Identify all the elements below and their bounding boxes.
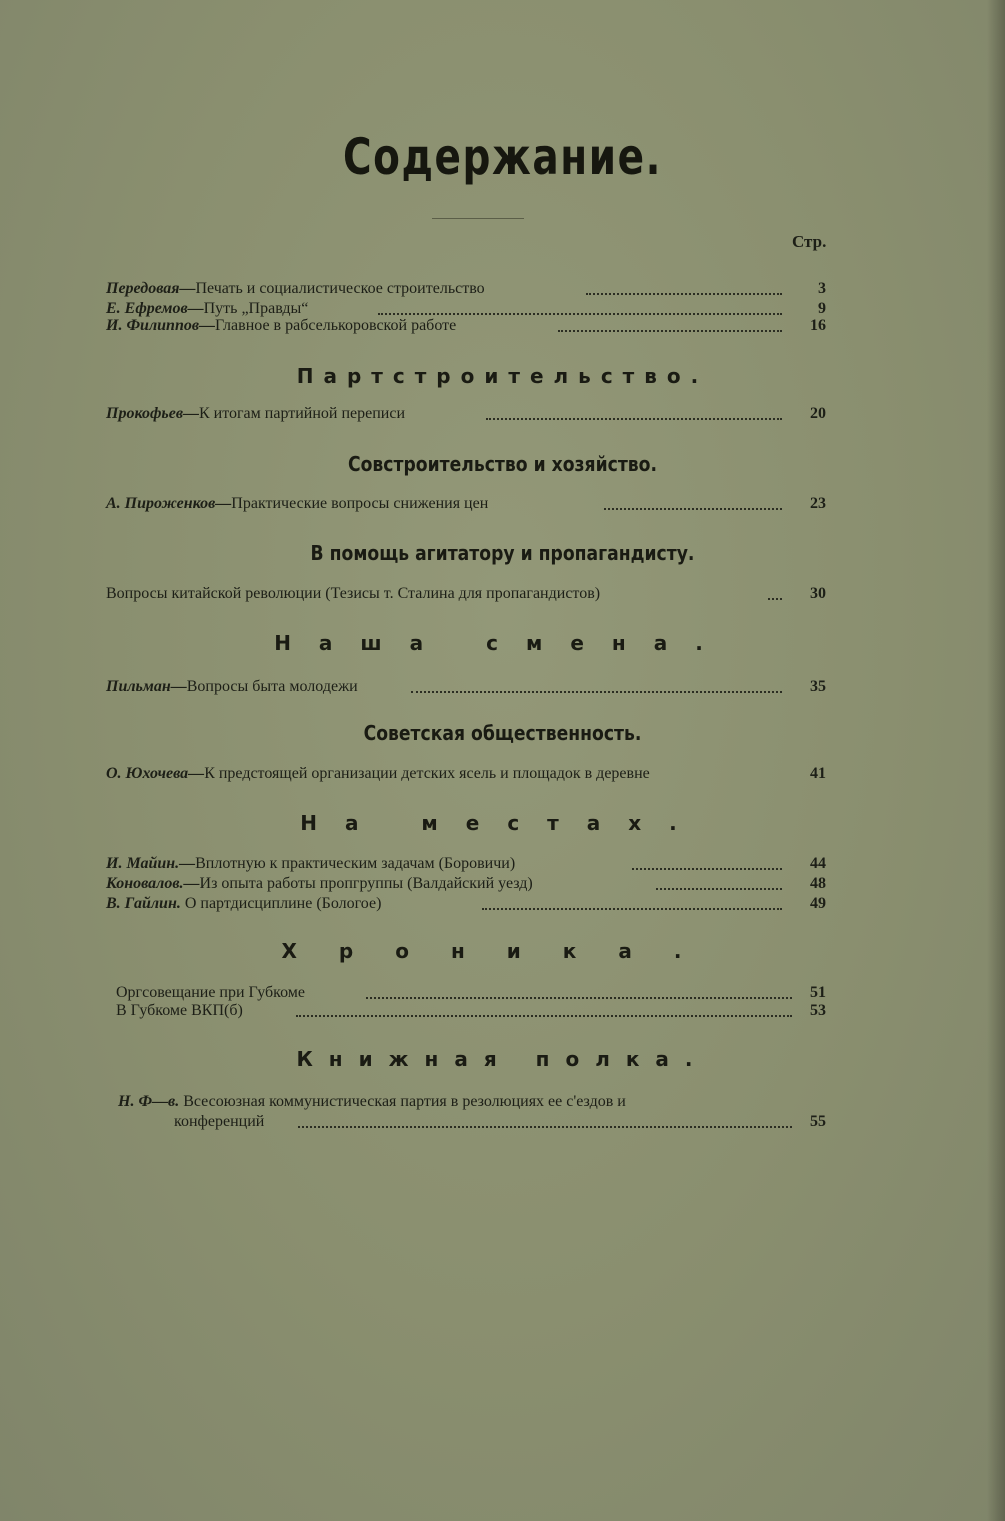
toc-entry[interactable] [106,494,826,514]
entry-page: 51 [810,984,826,1001]
entry-title: О партдисциплине (Бологое) [184,895,382,912]
toc-entry-continuation [118,1112,826,1132]
entry-title: Печать и социалистическое строительство [195,280,485,297]
entry-title: Вопросы быта молодежи [186,678,358,695]
leader-dots [296,995,792,1017]
entry-author: О. Юхочева— [106,765,205,782]
entry-page: 3 [818,280,826,297]
title-rule [432,218,524,219]
entry-page: 49 [810,895,826,912]
page-column-label: Стр. [792,232,827,251]
entry-page: 23 [810,495,826,512]
entry-page: 9 [818,300,826,317]
toc-entry[interactable] [106,894,826,914]
entry-author: Коновалов.— [106,875,200,892]
contents-title: Содержание. [342,128,663,186]
entry-page: 30 [810,585,826,602]
leader-dots [411,671,782,693]
toc-entry[interactable] [106,677,826,697]
entry-title: Практические вопросы снижения цен [231,495,489,512]
section-heading: На местах. [300,811,705,835]
entry-title: Всесоюзная коммунистическая партия в резолюциях ее с'ездов и [179,1093,626,1110]
entry-author: Передовая— [106,280,196,297]
entry-page: 55 [810,1113,826,1130]
entry-author: Н. Ф—в. [118,1093,180,1110]
entry-title: Оргсовещание при Губкоме [116,984,306,1001]
entry-title: Путь „Правды“ [203,300,309,317]
section-heading: Совстроительство и хозяйство. [347,452,658,476]
entry-page: 44 [810,855,826,872]
entry-author: В. Гайлин. [106,895,185,912]
leader-dots [482,888,782,910]
toc-entry[interactable] [106,404,826,424]
entry-author: И. Филиппов— [106,317,215,334]
entry-page: 20 [810,405,826,422]
section-heading: В помощь агитатору и пропагандисту. [310,541,695,565]
section-heading: Партстроительство. [296,364,709,388]
entry-page: 16 [810,317,826,334]
toc-entry[interactable] [106,764,826,784]
entry-page: 53 [810,1002,826,1019]
entry-page: 35 [810,678,826,695]
entry-title-continuation: конференций [174,1113,265,1130]
section-heading: Книжная полка. [296,1047,709,1071]
entry-title: Из опыта работы пропгруппы (Валдайский уезд) [199,875,533,892]
leader-dots [486,398,782,420]
entry-title: Вопросы китайской революции (Тезисы т. Сталина для пропагандистов) [106,585,601,602]
section-heading: Советская общественность. [363,721,642,745]
entry-page: 48 [810,875,826,892]
entry-author: Е. Ефремов— [106,300,204,317]
entry-title: Главное в рабселькоровской работе [215,317,457,334]
leader-dots [604,488,782,510]
leader-dots [656,868,782,890]
leader-dots [632,848,782,870]
page-edge-shadow [987,0,1005,1521]
entry-title: К итогам партийной переписи [198,405,406,422]
leader-dots [768,578,782,600]
entry-title: Вплотную к практическим задачам (Боровичи) [195,855,516,872]
entry-author: А. Пироженков— [106,495,232,512]
entry-author: Прокофьев— [106,405,199,422]
section-heading: Наша смена. [274,631,731,655]
entry-author: Пильман— [106,678,187,695]
section-heading: Хроника. [281,939,724,963]
toc-entry[interactable] [106,316,826,336]
entry-page: 41 [810,765,826,782]
toc-entry[interactable] [106,584,826,604]
entry-title: В Губкоме ВКП(б) [116,1002,243,1019]
entry-title: К предстоящей организации детских ясель и площадок в деревне [204,765,650,782]
leader-dots [298,1106,792,1128]
leader-dots [586,273,782,295]
leader-dots [558,310,782,332]
entry-author: И. Майин.— [106,855,196,872]
toc-entry[interactable] [116,1001,826,1021]
